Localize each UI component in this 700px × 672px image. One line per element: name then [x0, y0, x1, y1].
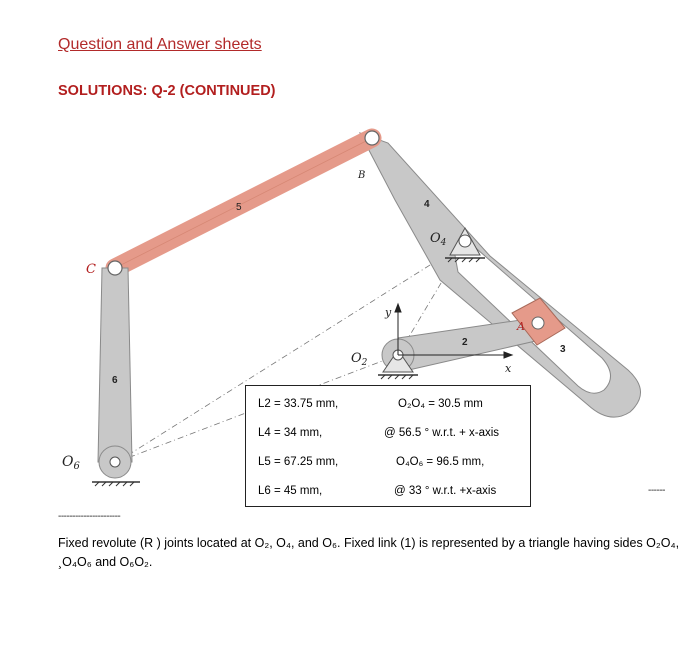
separator-left: ----------------------: [58, 511, 121, 522]
param-o4o6-angle: @ 33 ° w.r.t. +x-axis: [394, 485, 497, 497]
label-y-axis: y: [385, 306, 392, 319]
label-x-axis: x: [505, 362, 512, 375]
param-o4o6: O₄O₆ = 96.5 mm,: [396, 456, 485, 468]
label-link-2: 2: [462, 337, 468, 348]
joint-b: [365, 131, 379, 145]
label-a: A: [517, 320, 525, 333]
label-o6: $O_6$: [62, 454, 80, 472]
param-l2: L2 = 33.75 mm,: [258, 398, 339, 410]
label-link-6: 6: [112, 375, 118, 386]
section-subtitle: SOLUTIONS: Q-2 (CONTINUED): [58, 83, 276, 99]
label-link-4: 4: [424, 199, 430, 210]
parameters-box: [245, 385, 531, 507]
param-o2o4-angle: @ 56.5 ° w.r.t. + x-axis: [384, 427, 500, 439]
label-o4: $O_4$: [430, 231, 447, 248]
label-link-3: 3: [560, 344, 566, 355]
joint-c: [108, 261, 122, 275]
footnote-paragraph: Fixed revolute (R ) joints located at O₂, O₄, and O₆. Fixed link (1) is represented by a triangle having sides O₂O₄, ¸O₄O₆ and O₆O₂.: [58, 536, 680, 569]
label-c: C: [86, 262, 96, 277]
param-o2o4: O₂O₄ = 30.5 mm: [398, 398, 483, 410]
link-6: [98, 268, 132, 478]
label-link-5: 5: [236, 202, 242, 213]
page-title: Question and Answer sheets: [58, 36, 262, 53]
param-l4: L4 = 34 mm,: [258, 427, 323, 439]
label-o2: $O_2$: [351, 351, 368, 368]
param-l6: L6 = 45 mm,: [258, 485, 323, 497]
param-l5: L5 = 67.25 mm,: [258, 456, 339, 468]
link-5: [115, 138, 372, 268]
separator-right: ------: [648, 485, 665, 496]
label-b: B: [358, 170, 366, 181]
